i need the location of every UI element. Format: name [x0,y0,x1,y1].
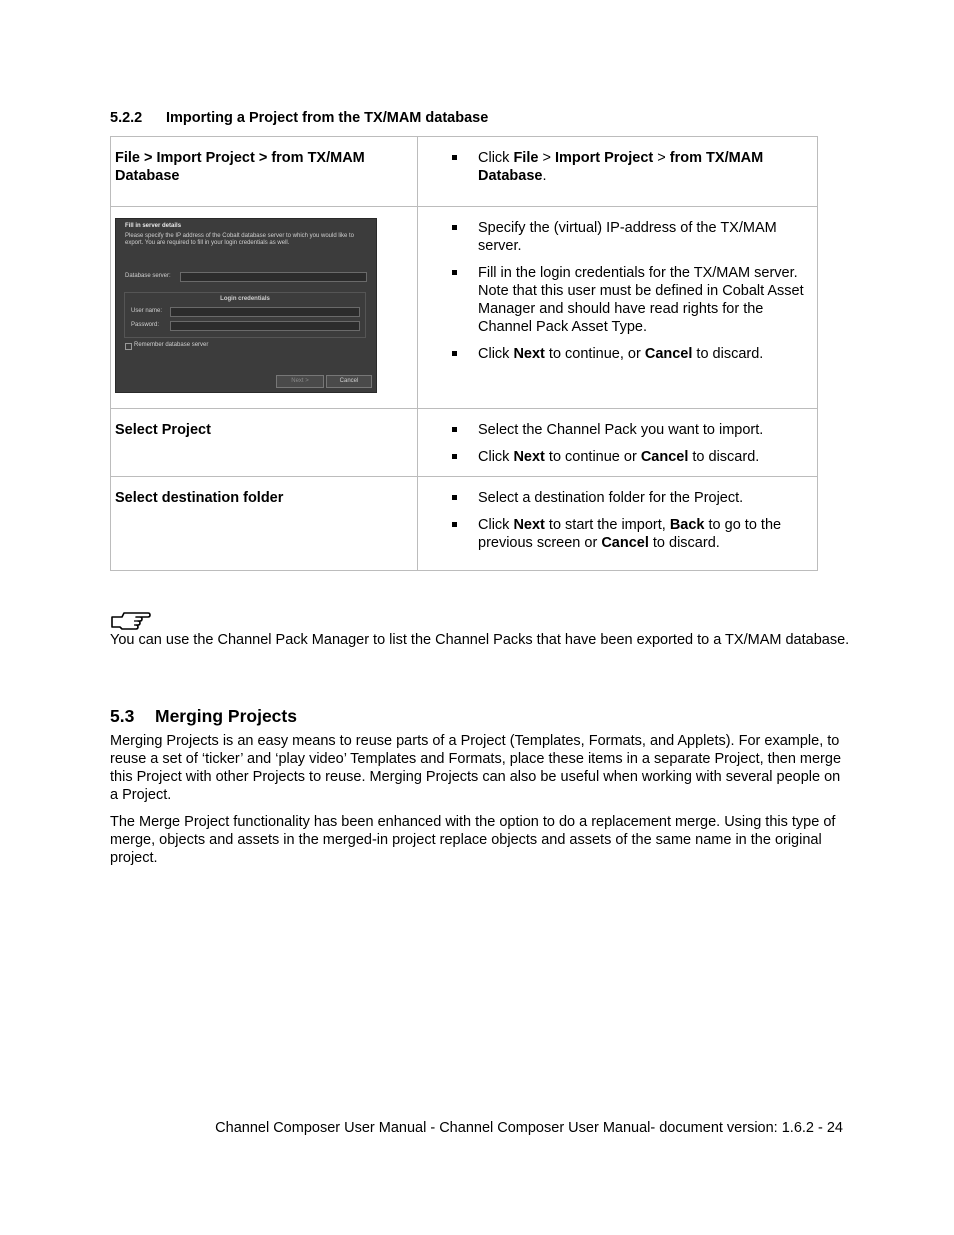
section-heading [110,706,297,727]
group-title: Login credentials [220,296,270,302]
steps-table [110,136,818,571]
remember-label: Remember database server [134,342,209,348]
table-row [111,409,818,477]
table-row [111,207,818,409]
step-label: Select destination folder [111,477,418,571]
list-item: Click File > Import Project > from TX/MAM Database. [478,149,807,185]
section-heading [110,110,488,126]
note-text: You can use the Channel Pack Manager to list the Channel Packs that have been exported to a TX/MAM database. [110,632,850,648]
section-number: 5.3 [110,706,135,726]
list-item: Click Next to continue or Cancel to discard. [478,448,807,466]
paragraph: Merging Projects is an easy means to reuse parts of a Project (Templates, Formats, and Applets). For example, to reuse a set of ‘ticker’ and ‘play video’ Templates and Formats, place these items in a separate Project, then merge this Project with other Projects to reuse. Merging Projects can also be useful when working with several people on a Project. [110,733,842,803]
section-number: 5.2.2 [110,110,143,126]
list-item: Select the Channel Pack you want to import. [478,421,807,439]
step-label: File > Import Project > from TX/MAM Database [111,137,418,207]
table-row [111,137,818,207]
list-item: Specify the (virtual) IP-address of the TX/MAM server. [478,219,807,255]
user-name-label: User name: [131,308,163,314]
pointing-hand-icon [110,609,152,631]
dialog-description: Please specify the IP address of the Cobalt database server to which you would like to export. You are required to fill in your login credentials as well. [125,233,355,246]
database-server-label: Database server: [125,273,171,279]
list-item: Click Next to continue, or Cancel to discard. [478,345,807,363]
list-item: Select a destination folder for the Project. [478,489,807,507]
step-label: Select Project [111,409,418,477]
next-button[interactable]: Next > [276,375,324,388]
password-label: Password: [131,322,160,328]
table-row [111,477,818,571]
database-server-input[interactable] [180,272,367,282]
section-title: Merging Projects [155,706,297,726]
dialog-title: Fill in server details [125,223,182,229]
server-details-dialog-screenshot [115,218,377,393]
page-footer: Channel Composer User Manual - Channel Composer User Manual- document version: 1.6.2 - 24 [215,1120,843,1136]
cancel-button[interactable]: Cancel [326,375,372,388]
paragraph: The Merge Project functionality has been enhanced with the option to do a replacement merge. Using this type of merge, objects and assets in the merged-in project replace objects and assets of the same name in the original project. [110,814,836,866]
list-item: Fill in the login credentials for the TX/MAM server. Note that this user must be defined in Cobalt Asset Manager and should have read rights for the Channel Pack Asset Type. [478,264,807,336]
user-name-input[interactable] [170,307,360,317]
login-credentials-group [124,292,366,338]
password-input[interactable] [170,321,360,331]
remember-checkbox[interactable] [125,343,132,350]
section-title: Importing a Project from the TX/MAM database [166,110,489,126]
list-item: Click Next to start the import, Back to go to the previous screen or Cancel to discard. [478,516,807,552]
